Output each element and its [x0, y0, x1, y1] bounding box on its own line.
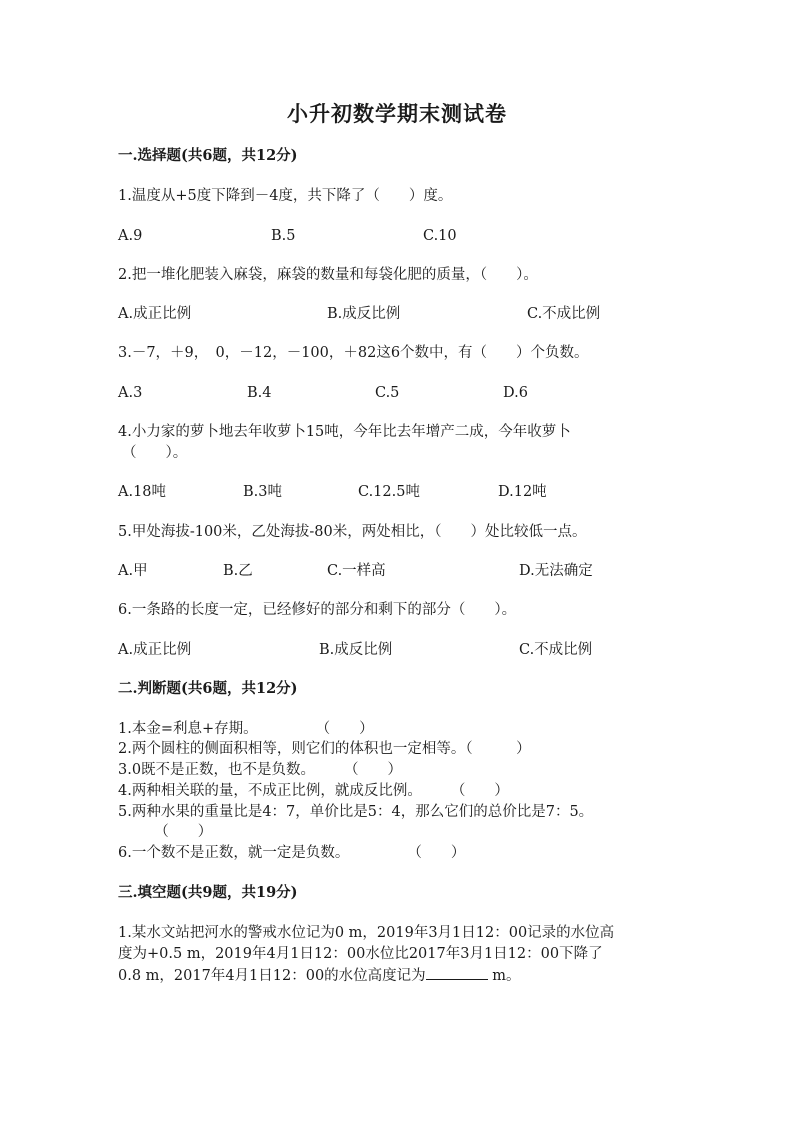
- choice-q5-option-a[interactable]: A.甲: [118, 563, 148, 579]
- choice-q2-option-b[interactable]: B.成反比例: [327, 306, 401, 322]
- page-title: 小升初数学期末测试卷: [287, 101, 507, 126]
- fill-question-1-text: 0.8 m，2017年4月1日12：00的水位高度记为: [118, 968, 426, 984]
- judge-item: 6.一个数不是正数，就一定是负数。 （ ）: [118, 845, 466, 861]
- section-heading-judge: 二.判断题(共6题，共12分): [118, 680, 298, 697]
- fill-question-1-line1: 1.某水文站把河水的警戒水位记为0 m，2019年3月1日12：00记录的水位高: [118, 925, 615, 941]
- section-heading-fill: 三.填空题(共9题，共19分): [118, 884, 298, 901]
- choice-q4-option-b[interactable]: B.3吨: [243, 484, 282, 500]
- choice-question-4-line2: （ ）。: [122, 445, 188, 461]
- choice-q3-option-a[interactable]: A.3: [118, 385, 143, 401]
- judge-item: 5.两种水果的重量比是4：7，单价比是5：4，那么它们的总价比是7：5。: [118, 804, 594, 820]
- choice-q4-option-d[interactable]: D.12吨: [498, 484, 547, 500]
- choice-question-6: 6.一条路的长度一定，已经修好的部分和剩下的部分（ ）。: [118, 602, 517, 618]
- choice-question-5: 5.甲处海拔-100米，乙处海拔-80米，两处相比，（ ）处比较低一点。: [118, 524, 587, 540]
- judge-item: 3.0既不是正数，也不是负数。 （ ）: [118, 762, 403, 778]
- choice-q1-option-c[interactable]: C.10: [423, 228, 457, 244]
- judge-item-continuation: （ ）: [118, 824, 213, 840]
- choice-question-1: 1.温度从+5度下降到－4度，共下降了（ ）度。: [118, 188, 453, 204]
- choice-q2-option-c[interactable]: C.不成比例: [527, 306, 601, 322]
- fill-question-1-unit: m。: [487, 968, 521, 984]
- section-heading-choice: 一.选择题(共6题，共12分): [118, 147, 298, 164]
- choice-question-2: 2.把一堆化肥装入麻袋，麻袋的数量和每袋化肥的质量，（ ）。: [118, 267, 538, 283]
- choice-q5-option-c[interactable]: C.一样高: [327, 563, 386, 579]
- choice-q4-option-a[interactable]: A.18吨: [118, 484, 167, 500]
- choice-q3-option-d[interactable]: D.6: [503, 385, 528, 401]
- fill-question-1-line2: 度为+0.5 m，2019年4月1日12：00水位比2017年3月1日12：00下降了: [118, 946, 603, 962]
- choice-q6-option-c[interactable]: C.不成比例: [519, 642, 593, 658]
- choice-question-3: 3.－7，＋9， 0，－12，－100，＋82这6个数中，有（ ）个负数。: [118, 345, 589, 361]
- choice-q5-option-b[interactable]: B.乙: [223, 563, 253, 579]
- choice-q1-option-a[interactable]: A.9: [118, 228, 143, 244]
- judge-item: 1.本金=利息+存期。 （ ）: [118, 721, 374, 737]
- choice-q5-option-d[interactable]: D.无法确定: [519, 563, 593, 579]
- choice-question-4-line1: 4.小力家的萝卜地去年收萝卜15吨，今年比去年增产二成，今年收萝卜: [118, 424, 571, 440]
- choice-q1-option-b[interactable]: B.5: [271, 228, 296, 244]
- answer-blank[interactable]: [426, 965, 488, 980]
- choice-q4-option-c[interactable]: C.12.5吨: [358, 484, 420, 500]
- judge-item: 4.两种相关联的量，不成正比例，就成反比例。 （ ）: [118, 783, 509, 799]
- choice-q3-option-b[interactable]: B.4: [247, 385, 272, 401]
- choice-q6-option-a[interactable]: A.成正比例: [118, 642, 192, 658]
- judge-item: 2.两个圆柱的侧面积相等，则它们的体积也一定相等。（ ）: [118, 741, 531, 757]
- choice-q3-option-c[interactable]: C.5: [375, 385, 400, 401]
- choice-q2-option-a[interactable]: A.成正比例: [118, 306, 192, 322]
- fill-question-1-line3: [118, 965, 521, 986]
- choice-q6-option-b[interactable]: B.成反比例: [319, 642, 393, 658]
